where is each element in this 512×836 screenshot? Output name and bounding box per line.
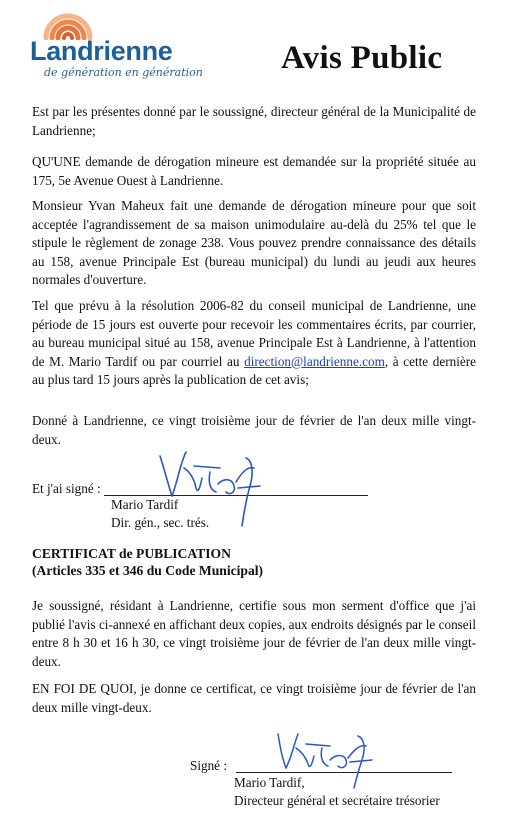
signer-role-2: Directeur général et secrétaire trésorier (234, 793, 440, 808)
logo-tagline: de génération en génération (44, 66, 203, 79)
comments-paragraph (32, 297, 476, 390)
page-title: Avis Public (281, 40, 443, 76)
details-paragraph: Monsieur Yvan Maheux fait une demande de dérogation mineure pour que soit acceptée l'agrandissement de sa maison unimodulaire au-delà du 25% tel que le stipule le règlement de zonage 238. Vous pouvez prendre connaissance des détails au 158, avenue Principale Est (bureau municipal) du lundi au jeudi aux heures normales d'ouverture. (32, 198, 476, 288)
signer-name-2: Mario Tardif, (234, 775, 305, 790)
request-paragraph: QU'UNE demande de dérogation mineure est demandée sur la propriété située au 175, 5e Avenue Ouest à Landrienne. (32, 154, 476, 188)
signer-name: Mario Tardif (111, 497, 179, 512)
signer-role: Dir. gén., sec. trés. (111, 515, 210, 530)
comments-text: Tel que prévu à la résolution 2006-82 du conseil municipal de Landrienne, une période de 15 jours est ouverte pour recevoir les commentaires écrits, par courrier, au bureau municipal situé au 158, avenue Principale Est à Landrienne, à l'attention de M. Mario Tardif ou par courriel au (32, 298, 476, 369)
signature-label: Et j'ai signé : (32, 481, 101, 496)
comments-text-end: , à cette dernière au plus tard 15 jours après la publication de cet avis; (32, 353, 477, 388)
email-link[interactable]: direction@landrienne.com (244, 353, 385, 369)
intro-paragraph: Est par les présentes donné par le soussigné, directeur général de la Municipalité de Landrienne; (32, 104, 476, 138)
sun-arcs-icon (40, 4, 96, 40)
signed-label: Signé : (190, 758, 227, 773)
certificate-subheading: (Articles 335 et 346 du Code Municipal) (32, 563, 264, 578)
logo-wordmark: Landrienne (30, 36, 173, 66)
given-paragraph: Donné à Landrienne, ce vingt troisième jour de février de l'an deux mille vingt-deux. (32, 413, 476, 447)
certificate-heading: CERTIFICAT de PUBLICATION (32, 546, 231, 561)
attestation-paragraph: EN FOI DE QUOI, je donne ce certificat, ce vingt troisième jour de février de l'an deux mille vingt-deux. (32, 681, 476, 715)
certificate-paragraph: Je soussigné, résidant à Landrienne, certifie sous mon serment d'office que j'ai publié l'avis ci-annexé en affichant deux copies, aux endroits désignés par le conseil entre 8 h 30 et 16 h 30, ce vingt troisième jour de février de l'an deux mille vingt-deux. (32, 598, 476, 669)
